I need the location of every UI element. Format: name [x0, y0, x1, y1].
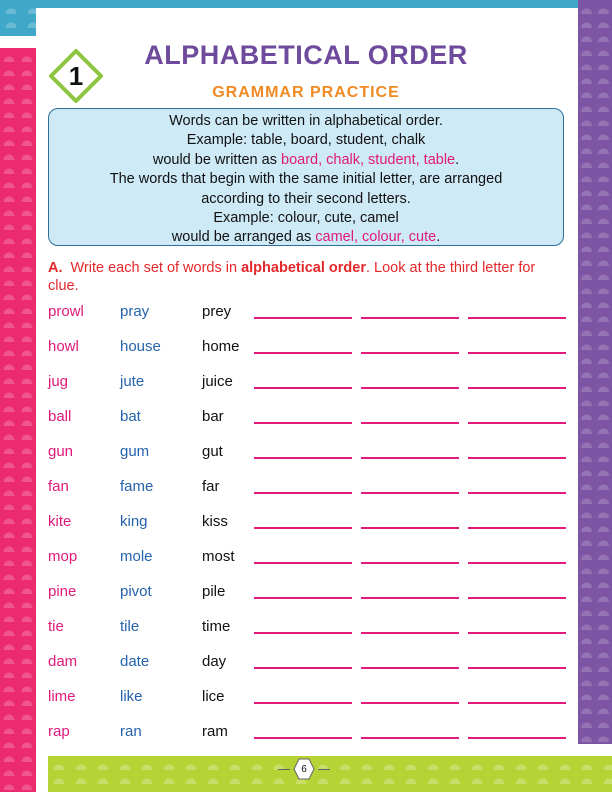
info-line-3 [49, 151, 563, 170]
word-3: prey [202, 303, 232, 320]
answer-blank-3[interactable] [468, 597, 566, 599]
answer-blank-1[interactable] [254, 422, 352, 424]
info-line-4: The words that begin with the same initial letter, are arranged [109, 171, 503, 188]
word-1: gun [48, 443, 74, 460]
page-number-dash-left [278, 769, 290, 770]
answer-blank-2[interactable] [361, 527, 459, 529]
word-3: time [202, 618, 231, 635]
word-2: bat [120, 408, 141, 425]
answer-blank-1[interactable] [254, 317, 352, 319]
word-set-row [48, 617, 578, 652]
word-1: howl [48, 338, 79, 355]
info-line-1: Words can be written in alphabetical order. [169, 113, 443, 129]
word-3: far [202, 478, 220, 495]
info-line-7-suffix: . [436, 229, 441, 246]
info-line-5: according to their second letters. [201, 190, 411, 207]
instruction-bold: alphabetical order [241, 260, 366, 276]
word-3: kiss [202, 513, 228, 530]
info-line-2: Example: table, board, student, chalk [186, 132, 426, 149]
word-2: ran [120, 723, 142, 740]
example-sorted-words: board, chalk, student, table [281, 151, 456, 168]
word-3: gut [202, 443, 223, 460]
word-set-row [48, 512, 578, 547]
word-3: bar [202, 408, 224, 425]
word-set-row [48, 722, 578, 757]
word-3: pile [202, 583, 226, 600]
answer-blank-2[interactable] [361, 597, 459, 599]
word-2: jute [120, 373, 145, 390]
word-set-row [48, 477, 578, 512]
answer-blank-3[interactable] [468, 492, 566, 494]
answer-blank-2[interactable] [361, 562, 459, 564]
info-line-7-prefix: would be arranged as [171, 229, 316, 246]
word-2: tile [120, 618, 140, 635]
word-set-row [48, 582, 578, 617]
answer-blank-2[interactable] [361, 737, 459, 739]
page-number-badge [293, 758, 315, 780]
page-subtitle: GRAMMAR PRACTICE [212, 84, 400, 101]
word-set-row [48, 337, 578, 372]
page-number-dash-right [318, 769, 330, 770]
answer-blank-2[interactable] [361, 422, 459, 424]
answer-blank-1[interactable] [254, 737, 352, 739]
answer-blank-2[interactable] [361, 632, 459, 634]
answer-blank-2[interactable] [361, 352, 459, 354]
bottom-border-band [48, 756, 612, 792]
word-set-row [48, 407, 578, 442]
answer-blank-2[interactable] [361, 457, 459, 459]
word-1: rap [48, 723, 70, 740]
left-border-band [0, 48, 36, 792]
word-3: ram [202, 723, 228, 740]
instruction-prefix: Write each set of words in [70, 260, 242, 276]
answer-blank-1[interactable] [254, 387, 352, 389]
word-1: mop [48, 548, 78, 565]
instruction-suffix: . Look at the third letter for clue. [48, 260, 536, 294]
word-set-row [48, 302, 578, 337]
answer-blank-3[interactable] [468, 457, 566, 459]
answer-blank-2[interactable] [361, 387, 459, 389]
word-3: juice [202, 373, 233, 390]
word-1: pine [48, 583, 77, 600]
page-title: ALPHABETICAL ORDER [144, 40, 468, 70]
answer-blank-1[interactable] [254, 597, 352, 599]
word-1: kite [48, 513, 72, 530]
answer-blank-3[interactable] [468, 422, 566, 424]
answer-blank-2[interactable] [361, 702, 459, 704]
word-2: mole [120, 548, 153, 565]
word-2: house [120, 338, 161, 355]
page-number: 6 [301, 763, 307, 775]
info-line-7 [49, 228, 563, 247]
example-arranged-words: camel, colour, cute [315, 229, 437, 246]
word-1: tie [48, 618, 64, 635]
answer-blank-1[interactable] [254, 632, 352, 634]
word-3: lice [202, 688, 225, 705]
answer-blank-1[interactable] [254, 702, 352, 704]
answer-blank-1[interactable] [254, 527, 352, 529]
answer-blank-3[interactable] [468, 632, 566, 634]
word-2: pray [120, 303, 150, 320]
word-1: ball [48, 408, 72, 425]
word-set-row [48, 687, 578, 722]
info-line-6: Example: colour, cute, camel [213, 210, 399, 227]
lesson-number-badge [48, 48, 104, 104]
exercise-instruction [48, 259, 568, 295]
lesson-number: 1 [68, 60, 84, 91]
answer-blank-3[interactable] [468, 737, 566, 739]
word-2: like [120, 688, 143, 705]
word-3: most [202, 548, 235, 565]
word-1: prowl [48, 303, 84, 320]
answer-blank-3[interactable] [468, 667, 566, 669]
answer-blank-3[interactable] [468, 702, 566, 704]
word-2: king [120, 513, 148, 530]
word-1: dam [48, 653, 78, 670]
answer-blank-3[interactable] [468, 527, 566, 529]
answer-blank-2[interactable] [361, 317, 459, 319]
word-1: fan [48, 478, 69, 495]
answer-blank-1[interactable] [254, 352, 352, 354]
info-line-3-prefix: would be written as [152, 151, 281, 168]
word-3: home [202, 338, 240, 355]
word-2: date [120, 653, 150, 670]
answer-blank-1[interactable] [254, 562, 352, 564]
word-set-row [48, 372, 578, 407]
answer-blank-3[interactable] [468, 317, 566, 319]
word-1: lime [48, 688, 76, 705]
answer-blank-1[interactable] [254, 492, 352, 494]
answer-blank-2[interactable] [361, 492, 459, 494]
answer-blank-3[interactable] [468, 387, 566, 389]
word-set-row [48, 652, 578, 687]
exercise-letter: A. [48, 260, 63, 276]
word-2: pivot [120, 583, 152, 600]
word-1: jug [48, 373, 69, 390]
word-2: fame [120, 478, 154, 495]
word-3: day [202, 653, 227, 670]
answer-blank-3[interactable] [468, 562, 566, 564]
word-set-row [48, 442, 578, 477]
answer-blank-1[interactable] [254, 457, 352, 459]
right-border-band [578, 0, 612, 744]
answer-blank-3[interactable] [468, 352, 566, 354]
rule-explanation-box [48, 108, 564, 246]
answer-blank-1[interactable] [254, 667, 352, 669]
word-set-row [48, 547, 578, 582]
word-2: gum [120, 443, 150, 460]
info-line-3-suffix: . [455, 151, 460, 168]
answer-blank-2[interactable] [361, 667, 459, 669]
